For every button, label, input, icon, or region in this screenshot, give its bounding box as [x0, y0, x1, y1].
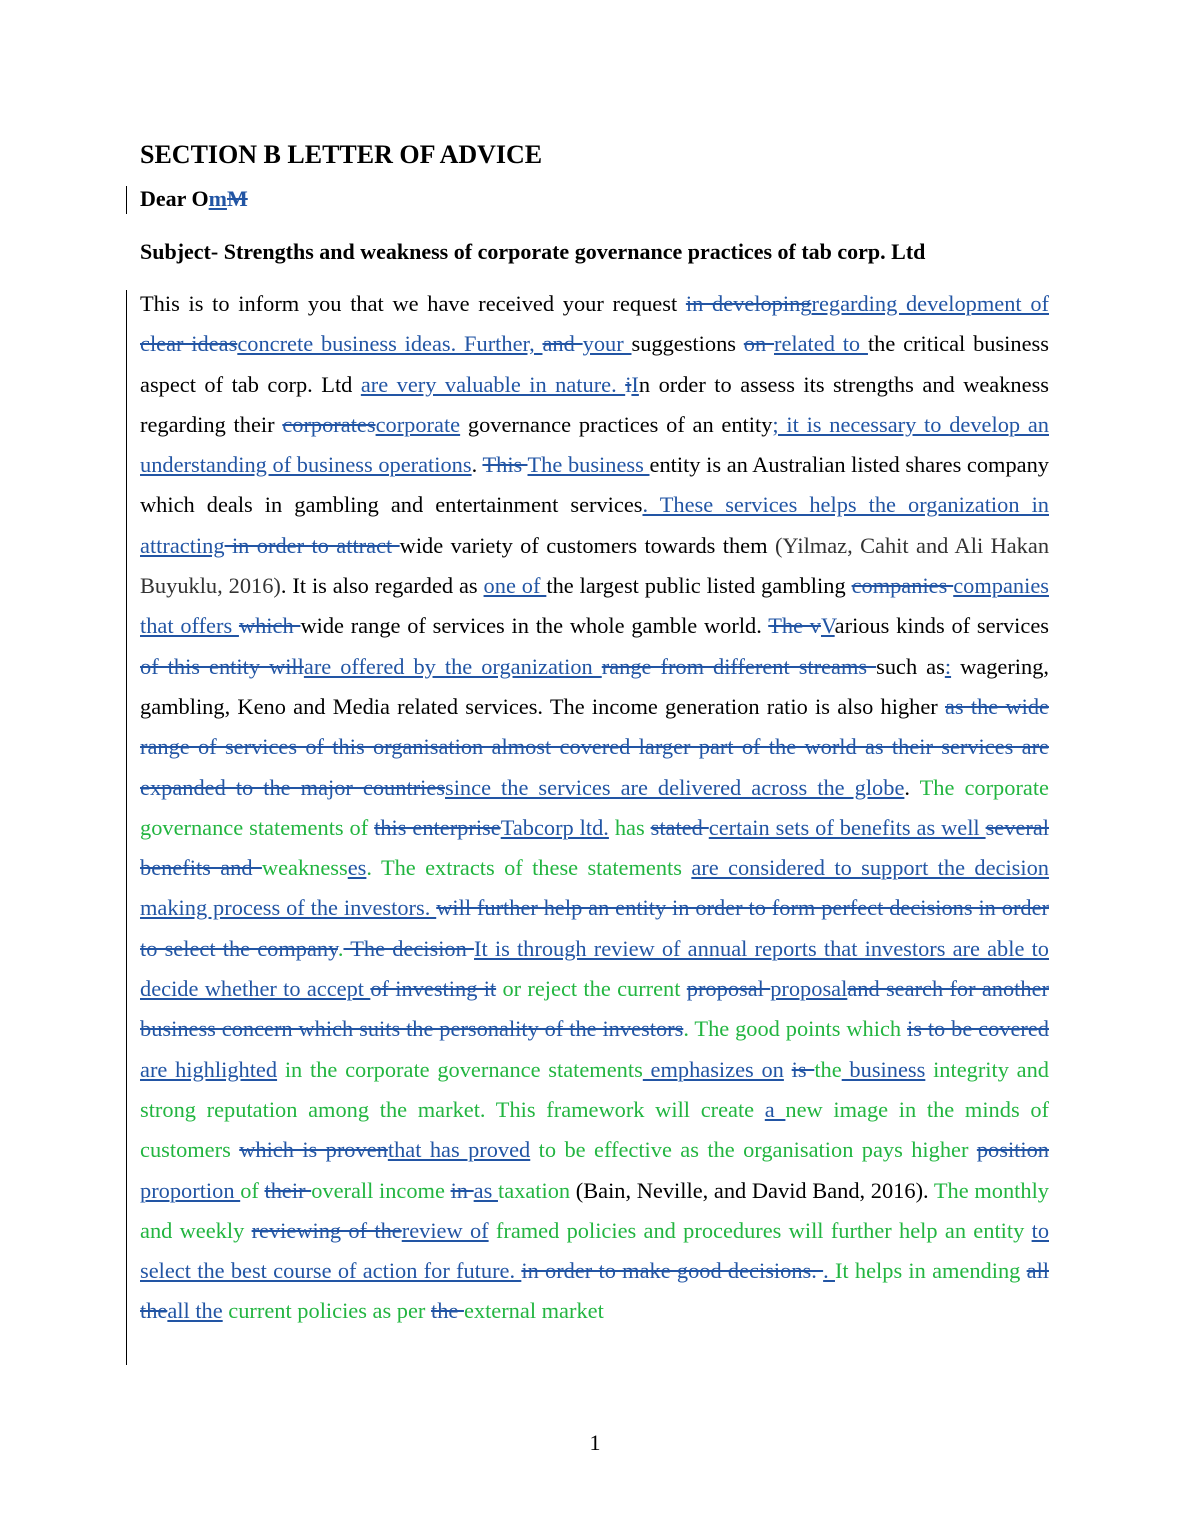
body-text-run: wide range of services in the whole gamble world.	[300, 613, 769, 639]
highlighted-text: external market	[463, 1298, 604, 1324]
highlighted-text: .	[337, 935, 344, 961]
body-text-run: suggestions	[631, 331, 744, 357]
inserted-text: proposal	[770, 976, 848, 1002]
deleted-text: range from different streams	[601, 653, 877, 679]
inserted-text: :	[944, 653, 952, 679]
highlighted-text	[784, 1057, 792, 1082]
deleted-text: this enterprise	[374, 814, 501, 840]
inserted-text: certain sets of benefits as well	[708, 814, 986, 840]
inserted-text: review of	[401, 1217, 489, 1243]
change-bar-body	[126, 290, 127, 1365]
body-text-run: n order to assess its strengths and weakness regarding their	[140, 371, 1049, 437]
highlighted-text: to be effective as the organisation pays higher	[530, 1137, 977, 1163]
body-text-run: the largest public listed gambling	[546, 573, 852, 599]
deleted-text: corporates	[282, 411, 376, 437]
inserted-text: Tabcorp ltd.	[500, 814, 609, 840]
subject-line: Subject- Strengths and weakness of corporate governance practices of tab corp. Ltd	[140, 239, 926, 264]
deleted-text: stated	[650, 814, 709, 840]
inserted-text: business	[841, 1056, 926, 1082]
body-text-run: . It is also regarded as	[280, 573, 484, 599]
inserted-text: .	[823, 1258, 835, 1284]
citation-text: (Yilmaz, Cahit and Ali Hakan Buyuklu, 2016)	[140, 532, 1049, 599]
highlighted-text: current policies as per	[222, 1298, 431, 1324]
inserted-text: proportion	[140, 1177, 241, 1203]
deleted-text: as the wide range of services of this organisation almost covered larger part of the world as their services are expanded to the major countries	[140, 693, 1049, 800]
inserted-text: since the services are delivered across the globe	[445, 774, 905, 800]
deleted-text: their	[264, 1177, 312, 1203]
inserted-text: regarding development of	[811, 291, 1049, 316]
deleted-text: proposal	[686, 976, 771, 1002]
deleted-text: in order to attract	[224, 532, 400, 558]
inserted-text: m	[208, 186, 227, 211]
deleted-text: in developing	[685, 291, 812, 316]
inserted-text: are very valuable in nature.	[360, 371, 626, 397]
section-heading: SECTION B LETTER OF ADVICE	[140, 140, 543, 169]
deleted-text: in order to make good decisions.	[521, 1258, 824, 1284]
deleted-text: on	[743, 331, 774, 357]
inserted-text: ; it is necessary to develop an understanding of business operations	[140, 411, 1049, 478]
body-text-run: .	[471, 452, 483, 478]
inserted-text: I	[631, 371, 639, 397]
highlighted-text: taxation	[497, 1177, 576, 1203]
deleted-text: The decision	[343, 935, 474, 961]
deleted-text: i	[625, 371, 632, 397]
deleted-text: of investing it	[370, 976, 497, 1002]
deleted-text: clear ideas	[140, 331, 238, 357]
highlighted-text: or reject the current	[496, 976, 687, 1002]
highlighted-text: framed policies and procedures will further help an entity	[488, 1217, 1032, 1243]
body-text-run: .	[904, 774, 920, 800]
inserted-text: as	[473, 1177, 498, 1203]
inserted-text: related to	[774, 331, 868, 357]
inserted-text: are considered to support the decision making process of the investors.	[140, 855, 1049, 921]
inserted-text: all the	[167, 1298, 223, 1324]
page-number: 1	[589, 1430, 601, 1455]
deleted-text: companies	[851, 573, 954, 599]
body-text-run: arious kinds of services	[834, 613, 1049, 639]
highlighted-text: weakness	[261, 855, 348, 881]
highlighted-text: It helps in amending	[834, 1258, 1027, 1284]
deleted-text: M	[226, 186, 248, 211]
inserted-text: emphasizes on	[642, 1056, 784, 1082]
deleted-text: and search for another business concern which suits the personality of the investors	[140, 976, 1049, 1042]
highlighted-text: new image in the minds of customers	[140, 1096, 1049, 1163]
highlighted-text: the	[814, 1056, 842, 1082]
deleted-text: all the	[140, 1258, 1049, 1324]
highlighted-text: in the corporate governance statements	[277, 1056, 643, 1082]
deleted-text: and	[542, 331, 583, 357]
deleted-text: This	[482, 452, 528, 478]
inserted-text: corporate	[375, 411, 461, 437]
inserted-text: es	[347, 855, 367, 881]
deleted-text: position	[976, 1137, 1049, 1163]
deleted-text: is to be covered	[907, 1016, 1049, 1042]
deleted-text: which	[238, 613, 301, 639]
deleted-text: which is proven	[239, 1137, 388, 1163]
highlighted-text: of	[240, 1177, 265, 1203]
change-bar-salutation	[126, 186, 127, 214]
deleted-text: of this entity will	[140, 653, 304, 679]
inserted-text: your	[582, 331, 632, 357]
body-text-run: entity is an Australian listed shares company which deals in gambling and entertainment services	[140, 452, 1049, 518]
highlighted-text: integrity and strong reputation among the market. This framework will create	[140, 1056, 1049, 1122]
inserted-text: . These services helps the organization in attracting	[140, 492, 1049, 558]
deleted-text: reviewing of the	[251, 1217, 402, 1243]
highlighted-text: The monthly and weekly	[140, 1177, 1049, 1243]
inserted-text: concrete business ideas. Further,	[237, 331, 543, 357]
deleted-text: in	[450, 1177, 474, 1203]
inserted-text: are highlighted	[140, 1056, 278, 1082]
body-text-run: the critical business aspect of tab corp. Ltd	[140, 331, 1049, 397]
highlighted-text: The corporate governance statements of	[140, 774, 1049, 840]
highlighted-text: . The extracts of these statements	[366, 855, 692, 881]
salutation	[140, 186, 248, 212]
inserted-text: The business	[527, 452, 650, 478]
inserted-text: one of	[483, 573, 547, 599]
salutation-prefix: Dear O	[140, 186, 209, 211]
inserted-text: that has proved	[387, 1137, 531, 1163]
body-text-run: wide variety of customers towards them	[399, 532, 775, 558]
deleted-text: is	[791, 1056, 815, 1082]
highlighted-text: . The good points which	[683, 1016, 907, 1042]
deleted-text: several benefits and	[140, 814, 1049, 881]
highlighted-text: has	[608, 814, 651, 840]
inserted-text: a	[764, 1096, 786, 1122]
inserted-text: are offered by the organization	[303, 653, 602, 679]
body-text-run: This is to inform you that we have received your request	[140, 291, 686, 316]
body-text-run: such as	[876, 653, 945, 679]
inserted-text: companies that offers	[140, 573, 1049, 639]
body-text-run: (Bain, Neville, and David Band, 2016).	[575, 1177, 934, 1203]
deleted-text: will further help an entity in order to form perfect decisions in order to select the company	[140, 895, 1049, 961]
body-text-run: wagering, gambling, Keno and Media related services. The income generation ratio is also higher	[140, 653, 1049, 719]
body-paragraph	[140, 284, 1049, 1374]
deleted-text: The v	[768, 613, 821, 639]
inserted-text: V	[820, 613, 835, 639]
inserted-text: to select the best course of action for future.	[140, 1217, 1049, 1284]
inserted-text: It is through review of annual reports that investors are able to decide whether to accept	[140, 935, 1049, 1002]
deleted-text: the	[430, 1298, 464, 1324]
highlighted-text: overall income	[311, 1177, 451, 1203]
body-text-run: governance practices of an entity	[460, 411, 773, 437]
